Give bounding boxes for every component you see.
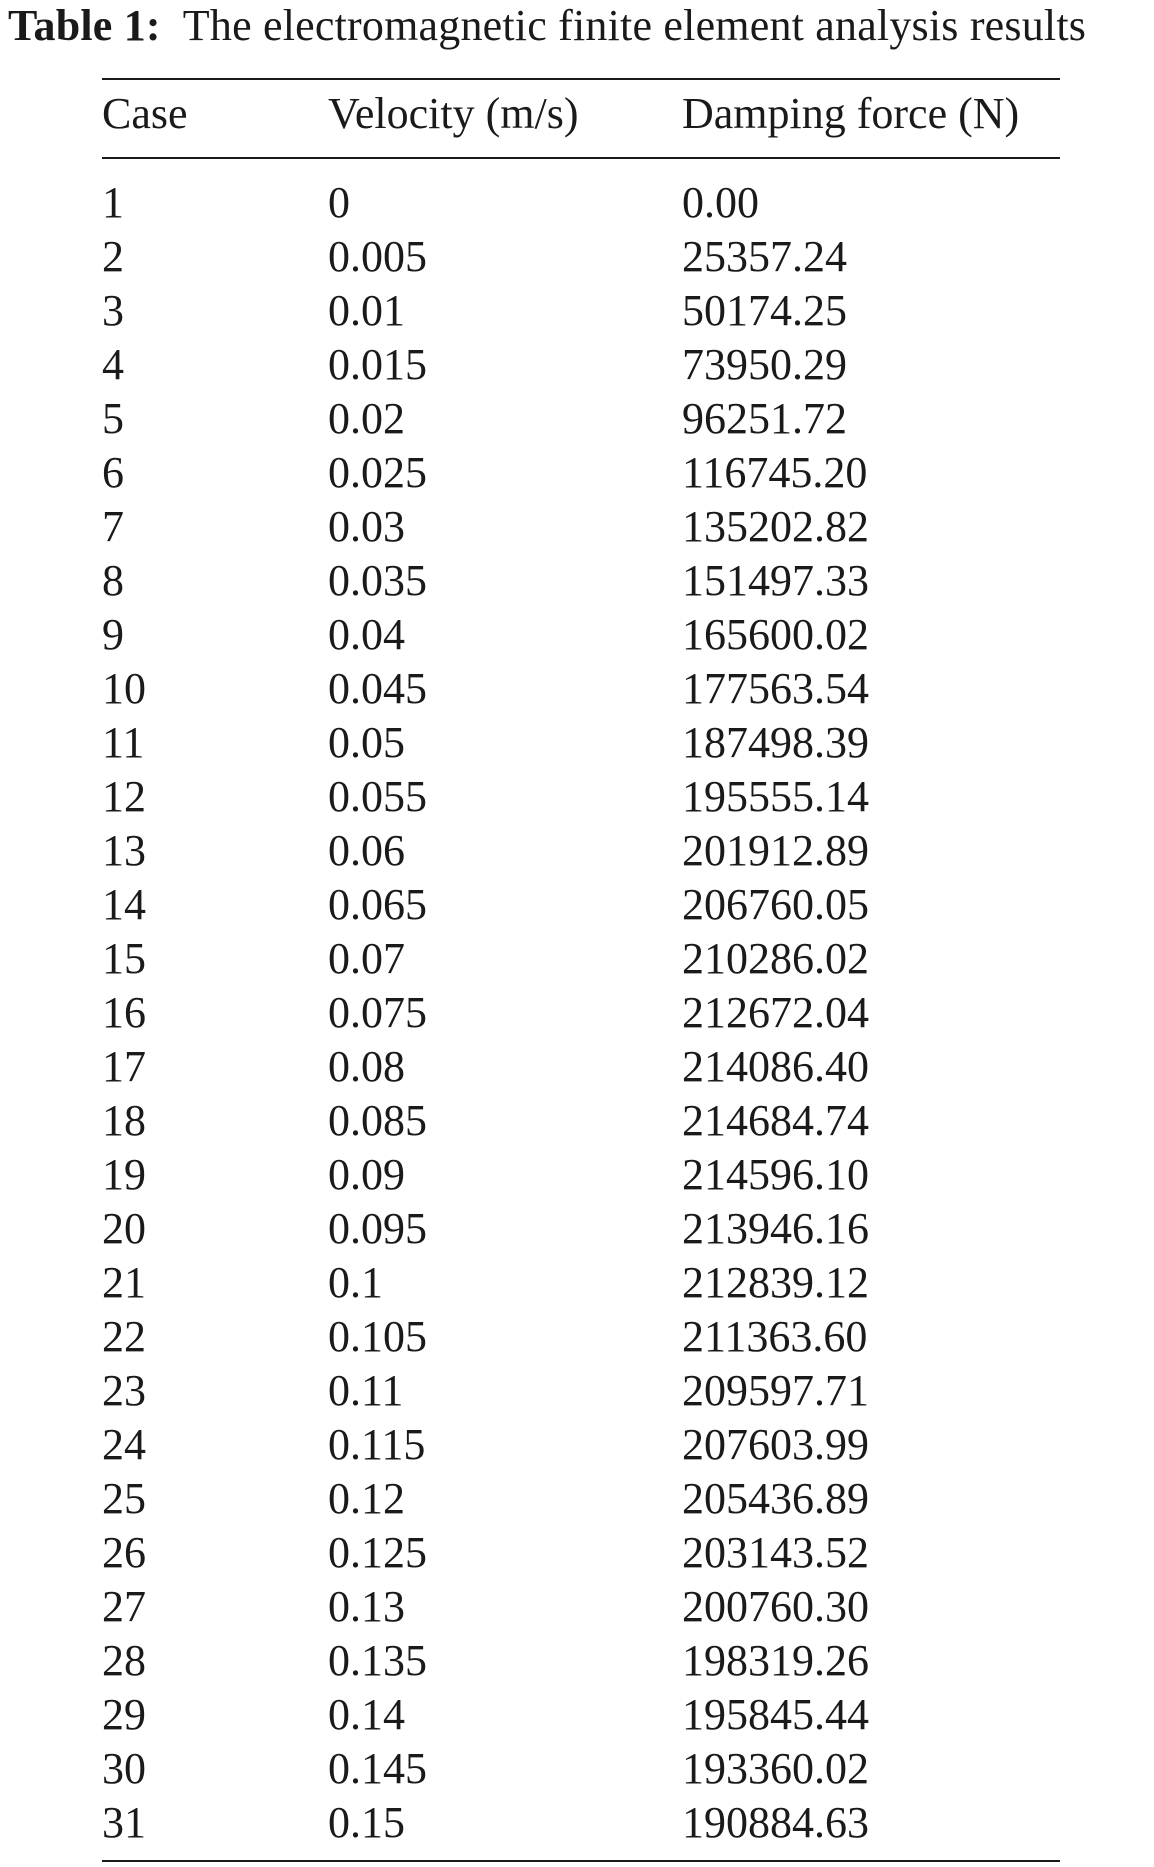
- cell-velocity: 0.025: [328, 448, 427, 497]
- cell-velocity: 0.135: [328, 1636, 427, 1685]
- cell-damping-force: 193360.02: [682, 1744, 869, 1793]
- cell-velocity: 0.04: [328, 610, 405, 659]
- cell-case: 20: [102, 1204, 146, 1253]
- cell-damping-force: 210286.02: [682, 934, 869, 983]
- cell-case: 24: [102, 1420, 146, 1469]
- table-row: [102, 1418, 1060, 1472]
- cell-case: 10: [102, 664, 146, 713]
- table-header-rule: [102, 157, 1060, 159]
- table-row: [102, 986, 1060, 1040]
- table-row: [102, 446, 1060, 500]
- cell-case: 23: [102, 1366, 146, 1415]
- cell-case: 29: [102, 1690, 146, 1739]
- cell-velocity: 0.075: [328, 988, 427, 1037]
- cell-velocity: 0.14: [328, 1690, 405, 1739]
- cell-case: 28: [102, 1636, 146, 1685]
- cell-velocity: 0.12: [328, 1474, 405, 1523]
- table-caption: [8, 0, 1086, 52]
- table-row: [102, 770, 1060, 824]
- table-row: [102, 1256, 1060, 1310]
- cell-velocity: 0.095: [328, 1204, 427, 1253]
- table-row: [102, 1472, 1060, 1526]
- cell-velocity: 0.145: [328, 1744, 427, 1793]
- cell-velocity: 0.085: [328, 1096, 427, 1145]
- cell-velocity: 0.13: [328, 1582, 405, 1631]
- cell-case: 19: [102, 1150, 146, 1199]
- cell-damping-force: 213946.16: [682, 1204, 869, 1253]
- cell-case: 31: [102, 1798, 146, 1847]
- cell-case: 27: [102, 1582, 146, 1631]
- table-row: [102, 1202, 1060, 1256]
- cell-case: 30: [102, 1744, 146, 1793]
- cell-velocity: 0.06: [328, 826, 405, 875]
- table-row: [102, 1688, 1060, 1742]
- cell-case: 12: [102, 772, 146, 821]
- cell-damping-force: 195845.44: [682, 1690, 869, 1739]
- cell-damping-force: 206760.05: [682, 880, 869, 929]
- table-bottom-rule: [102, 1860, 1060, 1862]
- table-row: [102, 1040, 1060, 1094]
- cell-damping-force: 214684.74: [682, 1096, 869, 1145]
- table-row: [102, 1526, 1060, 1580]
- table-top-rule: [102, 78, 1060, 80]
- cell-velocity: 0.1: [328, 1258, 383, 1307]
- cell-damping-force: 177563.54: [682, 664, 869, 713]
- table-row: [102, 1310, 1060, 1364]
- cell-damping-force: 212839.12: [682, 1258, 869, 1307]
- table-row: [102, 1094, 1060, 1148]
- cell-case: 16: [102, 988, 146, 1037]
- cell-velocity: 0.11: [328, 1366, 404, 1415]
- cell-damping-force: 214596.10: [682, 1150, 869, 1199]
- cell-case: 25: [102, 1474, 146, 1523]
- table-row: [102, 176, 1060, 230]
- cell-velocity: 0.01: [328, 286, 405, 335]
- cell-case: 1: [102, 178, 124, 227]
- cell-velocity: 0.09: [328, 1150, 405, 1199]
- table-row: [102, 716, 1060, 770]
- cell-velocity: 0.035: [328, 556, 427, 605]
- cell-case: 7: [102, 502, 124, 551]
- cell-damping-force: 212672.04: [682, 988, 869, 1037]
- cell-case: 18: [102, 1096, 146, 1145]
- table-row: [102, 392, 1060, 446]
- table-caption-text: The electromagnetic finite element analysis results: [182, 1, 1087, 50]
- cell-velocity: 0.055: [328, 772, 427, 821]
- table-row: [102, 662, 1060, 716]
- cell-damping-force: 50174.25: [682, 286, 847, 335]
- header-damping-force: Damping force (N): [682, 89, 1020, 138]
- cell-case: 9: [102, 610, 124, 659]
- table-row: [102, 1364, 1060, 1418]
- cell-velocity: 0.065: [328, 880, 427, 929]
- table-row: [102, 824, 1060, 878]
- cell-case: 17: [102, 1042, 146, 1091]
- cell-damping-force: 195555.14: [682, 772, 869, 821]
- table-header-row: [102, 84, 1060, 144]
- table-row: [102, 1796, 1060, 1850]
- cell-velocity: 0.115: [328, 1420, 426, 1469]
- table-row: [102, 284, 1060, 338]
- cell-damping-force: 203143.52: [682, 1528, 869, 1577]
- cell-velocity: 0.015: [328, 340, 427, 389]
- table-row: [102, 608, 1060, 662]
- cell-case: 5: [102, 394, 124, 443]
- cell-damping-force: 200760.30: [682, 1582, 869, 1631]
- cell-damping-force: 214086.40: [682, 1042, 869, 1091]
- cell-damping-force: 135202.82: [682, 502, 869, 551]
- cell-velocity: 0.08: [328, 1042, 405, 1091]
- cell-case: 2: [102, 232, 124, 281]
- cell-case: 6: [102, 448, 124, 497]
- table-caption-label: Table 1:: [8, 1, 161, 50]
- table-row: [102, 1634, 1060, 1688]
- cell-case: 8: [102, 556, 124, 605]
- cell-damping-force: 116745.20: [682, 448, 868, 497]
- table-row: [102, 1580, 1060, 1634]
- table-row: [102, 932, 1060, 986]
- table-row: [102, 554, 1060, 608]
- cell-damping-force: 187498.39: [682, 718, 869, 767]
- table-row: [102, 338, 1060, 392]
- cell-case: 11: [102, 718, 145, 767]
- cell-velocity: 0.045: [328, 664, 427, 713]
- cell-velocity: 0.02: [328, 394, 405, 443]
- cell-case: 3: [102, 286, 124, 335]
- cell-velocity: 0.005: [328, 232, 427, 281]
- cell-velocity: 0: [328, 178, 350, 227]
- cell-damping-force: 201912.89: [682, 826, 869, 875]
- table-row: [102, 230, 1060, 284]
- cell-damping-force: 165600.02: [682, 610, 869, 659]
- header-case: Case: [102, 89, 188, 138]
- cell-damping-force: 198319.26: [682, 1636, 869, 1685]
- table-body: [102, 176, 1060, 1850]
- cell-damping-force: 207603.99: [682, 1420, 869, 1469]
- cell-damping-force: 190884.63: [682, 1798, 869, 1847]
- table-row: [102, 500, 1060, 554]
- table-row: [102, 1742, 1060, 1796]
- cell-velocity: 0.03: [328, 502, 405, 551]
- cell-velocity: 0.07: [328, 934, 405, 983]
- cell-velocity: 0.15: [328, 1798, 405, 1847]
- cell-velocity: 0.05: [328, 718, 405, 767]
- header-velocity: Velocity (m/s): [328, 89, 579, 138]
- cell-case: 13: [102, 826, 146, 875]
- cell-damping-force: 0.00: [682, 178, 759, 227]
- cell-case: 4: [102, 340, 124, 389]
- cell-case: 14: [102, 880, 146, 929]
- cell-damping-force: 209597.71: [682, 1366, 869, 1415]
- cell-damping-force: 96251.72: [682, 394, 847, 443]
- cell-damping-force: 151497.33: [682, 556, 869, 605]
- cell-damping-force: 25357.24: [682, 232, 847, 281]
- cell-damping-force: 205436.89: [682, 1474, 869, 1523]
- table-row: [102, 1148, 1060, 1202]
- cell-velocity: 0.125: [328, 1528, 427, 1577]
- cell-velocity: 0.105: [328, 1312, 427, 1361]
- cell-case: 21: [102, 1258, 146, 1307]
- cell-case: 26: [102, 1528, 146, 1577]
- cell-case: 22: [102, 1312, 146, 1361]
- table-row: [102, 878, 1060, 932]
- cell-damping-force: 73950.29: [682, 340, 847, 389]
- cell-case: 15: [102, 934, 146, 983]
- cell-damping-force: 211363.60: [682, 1312, 868, 1361]
